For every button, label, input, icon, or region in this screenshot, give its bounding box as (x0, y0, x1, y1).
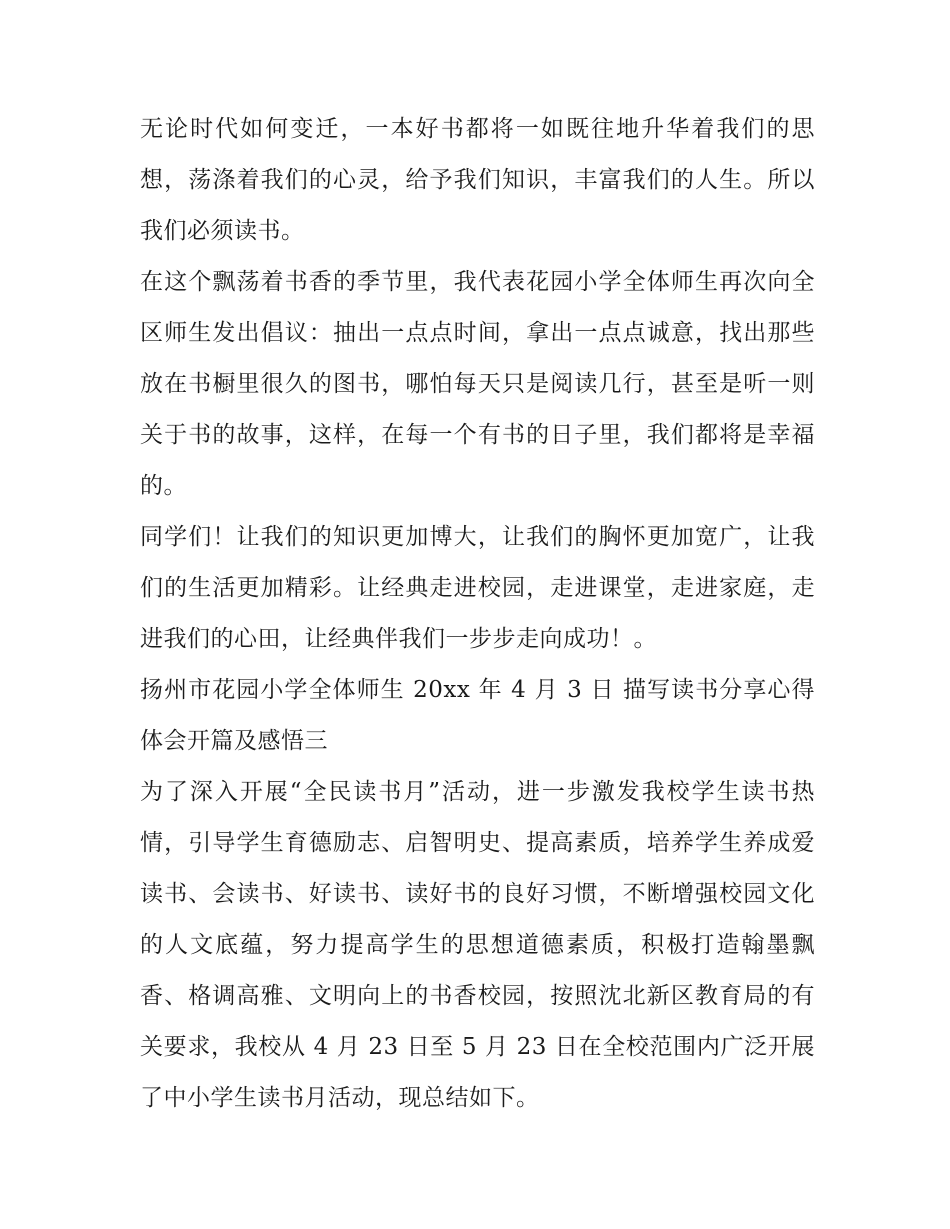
paragraph-reading-importance: 无论时代如何变迁，一本好书都将一如既往地升华着我们的思想，荡涤着我们的心灵，给予我们知识，丰富我们的人生。所以我们必须读书。 (140, 116, 815, 244)
paragraph-reading-initiative: 在这个飘荡着书香的季节里，我代表花园小学全体师生再次向全区师生发出倡议：抽出一点点时间，拿出一点点诚意，找出那些放在书橱里很久的图书，哪怕每天只是阅读几行，甚至是听一则关于书的故事，这样，在每一个有书的日子里，我们都将是幸福的。 (140, 269, 815, 499)
paragraph-call-to-students: 同学们！让我们的知识更加博大，让我们的胸怀更加宽广，让我们的生活更加精彩。让经典走进校园，走进课堂，走进家庭，走进我们的心田，让经典伴我们一步步走向成功！。 (140, 524, 815, 652)
paragraph-signature-and-title: 扬州市花园小学全体师生 20xx 年 4 月 3 日 描写读书分享心得体会开篇及感悟三 (140, 677, 815, 754)
paragraph-reading-month-summary: 为了深入开展“全民读书月”活动，进一步激发我校学生读书热情，引导学生育德励志、启智明史、提高素质，培养学生养成爱读书、会读书、好读书、读好书的良好习惯，不断增强校园文化的人文底蕴，努力提高学生的思想道德素质，积极打造翰墨飘香、格调高雅、文明向上的书香校园，按照沈北新区教育局的有关要求，我校从 4 月 23 日至 5 月 23 日在全校范围内广泛开展了中小学生读书月活动，现总结如下。 (140, 779, 815, 1111)
document-body (140, 104, 815, 1124)
